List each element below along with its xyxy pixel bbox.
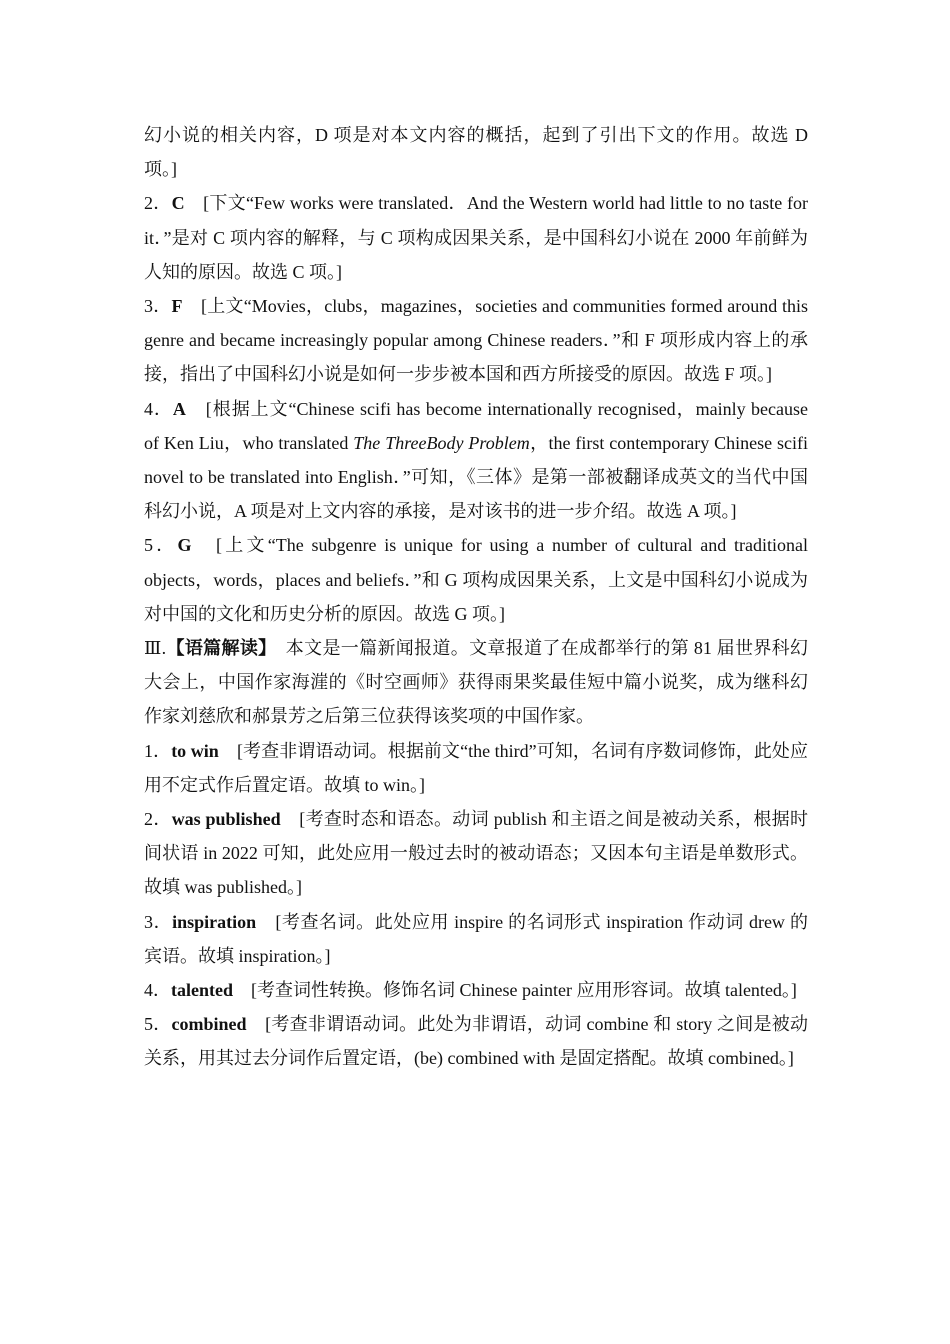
answer-label: A — [172, 398, 186, 419]
answer-label: talented — [171, 980, 233, 1001]
answer-label: inspiration — [172, 911, 257, 932]
paragraph-fill-1 — [144, 734, 808, 802]
item-number: 5． — [144, 1014, 172, 1035]
explanation-text: [考查时态和语态。动词 publish 和主语之间是被动关系，根据时间状语 in 2022 可知，此处应用一般过去时的被动语态；又因本句主语是单数形式。故填 was published。] — [144, 809, 809, 898]
explanation-text: [根据上文“Chinese scifi has become internationally recognised，mainly because of Ken Liu，who translated — [144, 398, 808, 453]
explanation-text: [考查名词。此处应用 inspire 的名词形式 inspiration 作动词 drew 的宾语。故填 inspiration。] — [144, 911, 809, 966]
paragraph-fill-3 — [144, 905, 808, 973]
book-title: The ThreeBody Problem — [353, 432, 530, 453]
item-number: 2． — [144, 809, 172, 830]
document-body — [144, 118, 808, 1076]
explanation-text: [上文“The subgenre is unique for using a number of cultural and traditional objects，words，places and beliefs．”和 G 项构成因果关系，上文是中国科幻小说成为对中国的文化和历史分析的原因。故选 G 项。] — [144, 535, 808, 624]
item-number: 4． — [144, 980, 171, 1001]
answer-label: was published — [171, 809, 281, 830]
paragraph-d-conclusion — [144, 118, 808, 186]
item-number: 1． — [144, 740, 172, 761]
answer-label: G — [177, 535, 192, 556]
paragraph-answer-4-a — [144, 392, 808, 529]
answer-label: C — [171, 193, 185, 214]
paragraph-section-iii-reading — [144, 631, 808, 734]
answer-label: combined — [171, 1014, 247, 1035]
explanation-text: [考查非谓语动词。此处为非谓语，动词 combine 和 story 之间是被动关系，用其过去分词作后置定语，(be) combined with 是固定搭配。故填 combined。] — [144, 1014, 809, 1069]
section-heading: 【语篇解读】 — [166, 638, 268, 659]
item-number: 2． — [144, 193, 172, 214]
explanation-text: [考查非谓语动词。根据前文“the third”可知，名词有序数词修饰，此处应用不定式作后置定语。故填 to win。] — [144, 740, 808, 795]
paragraph-answer-2-c — [144, 186, 808, 289]
answer-label: to win — [171, 740, 219, 761]
paragraph-fill-4 — [144, 973, 808, 1007]
answer-label: F — [171, 296, 183, 317]
item-number: 3． — [144, 296, 172, 317]
section-number: Ⅲ. — [144, 638, 167, 659]
explanation-text: [上文“Movies，clubs，magazines，societies and communities formed around this genre and became increasingly popular among Chinese readers．”和 F 项形成内容上的承接，指出了中国科幻小说是如何一步步被本国和西方所接受的原因。故选 F 项。] — [144, 296, 808, 385]
explanation-text: [下文“Few works were translated．And the Western world had little to no taste for it．”是对 C 项内容的解释，与 C 项构成因果关系，是中国科幻小说在 2000 年前鲜为人知的原因。故选 C 项。] — [144, 193, 809, 282]
explanation-text: [考查词性转换。修饰名词 Chinese painter 应用形容词。故填 talented。] — [233, 980, 797, 1001]
summary-text: 本文是一篇新闻报道。文章报道了在成都举行的第 81 届世界科幻大会上，中国作家海漄的《时空画师》获得雨果奖最佳短中篇小说奖，成为继科幻作家刘慈欣和郝景芳之后第三位获得该奖项的中国作家。 — [144, 638, 808, 727]
paragraph-text: 幻小说的相关内容，D 项是对本文内容的概括，起到了引出下文的作用。故选 D 项。] — [144, 125, 808, 180]
item-number: 4． — [144, 398, 173, 419]
paragraph-fill-5 — [144, 1007, 808, 1075]
paragraph-fill-2 — [144, 802, 808, 905]
paragraph-answer-3-f — [144, 289, 808, 392]
explanation-text: ，the first contemporary Chinese scifi novel to be translated into English．”可知，《三体》是第一部被翻译成英文的当代中国科幻小说，A 项是对上文内容的承接，是对该书的进一步介绍。故选 A 项。] — [144, 432, 808, 522]
item-number: 3． — [144, 911, 173, 932]
item-number: 5． — [144, 535, 178, 556]
paragraph-answer-5-g — [144, 528, 808, 631]
